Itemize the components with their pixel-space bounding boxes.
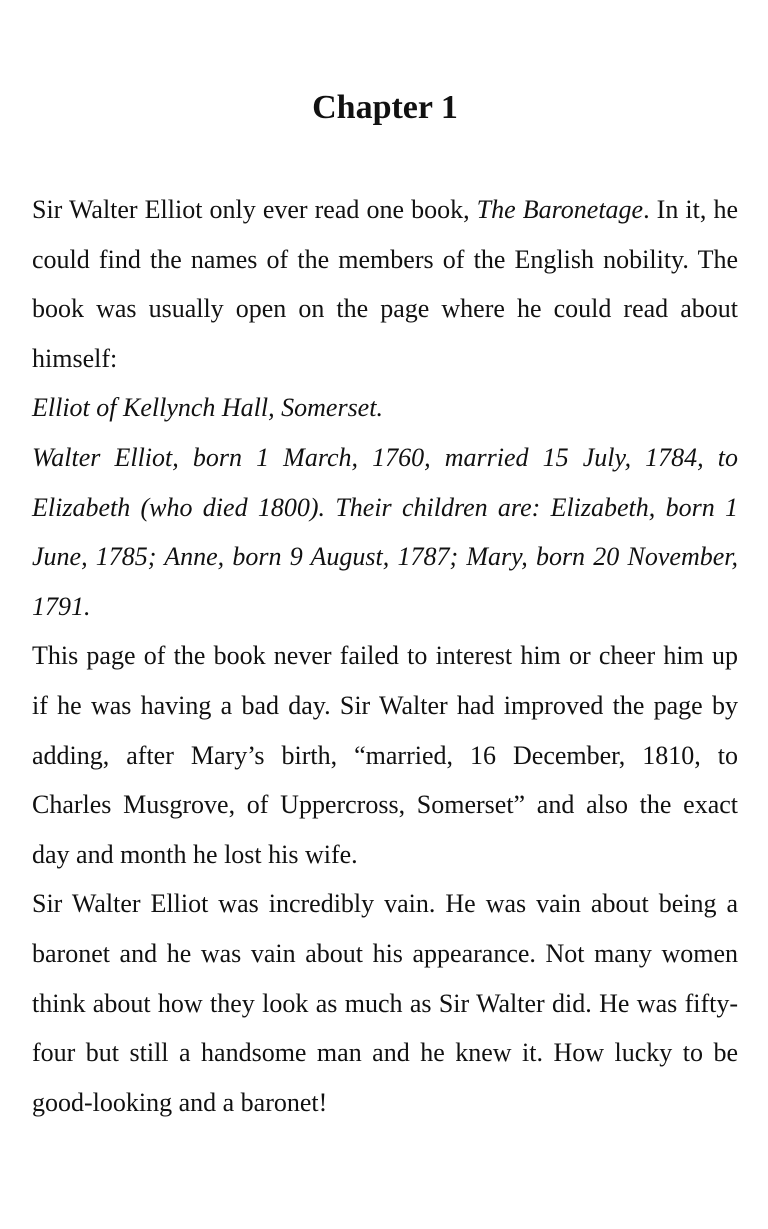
paragraph-intro-text-end: . In it, he could find the names of the members of the English nobility. The book was usually open on the page where he could read about himself: (32, 195, 738, 373)
paragraph-intro (32, 185, 738, 383)
baronetage-entry-details: Walter Elliot, born 1 March, 1760, married 15 July, 1784, to Elizabeth (who died 1800). Their children are: Elizabeth, born 1 June, 1785; Anne, born 9 August, 1787; Mary, born 20 November, 1791. (32, 442, 738, 621)
chapter-title: Chapter 1 (312, 89, 458, 126)
paragraph-intro-text-start: Sir Walter Elliot only ever read one book, (32, 195, 477, 224)
paragraph-page-interest: This page of the book never failed to interest him or cheer him up if he was having a bad day. Sir Walter had improved the page by adding, after Mary’s birth, “married, 16 December, 1810, to Charles Musgrove, of Uppercross, Somerset” and also the exact day and month he lost his wife. (32, 641, 738, 869)
chapter-body (32, 185, 738, 1127)
paragraph-vanity: Sir Walter Elliot was incredibly vain. He was vain about being a baronet and he was vain about his appearance. Not many women think about how they look as much as Sir Walter did. He was fifty-four but still a handsome man and he knew it. How lucky to be good-looking and a baronet! (32, 889, 738, 1117)
book-title: The Baronetage (476, 195, 644, 224)
baronetage-entry-heading: Elliot of Kellynch Hall, Somerset. (32, 393, 383, 423)
